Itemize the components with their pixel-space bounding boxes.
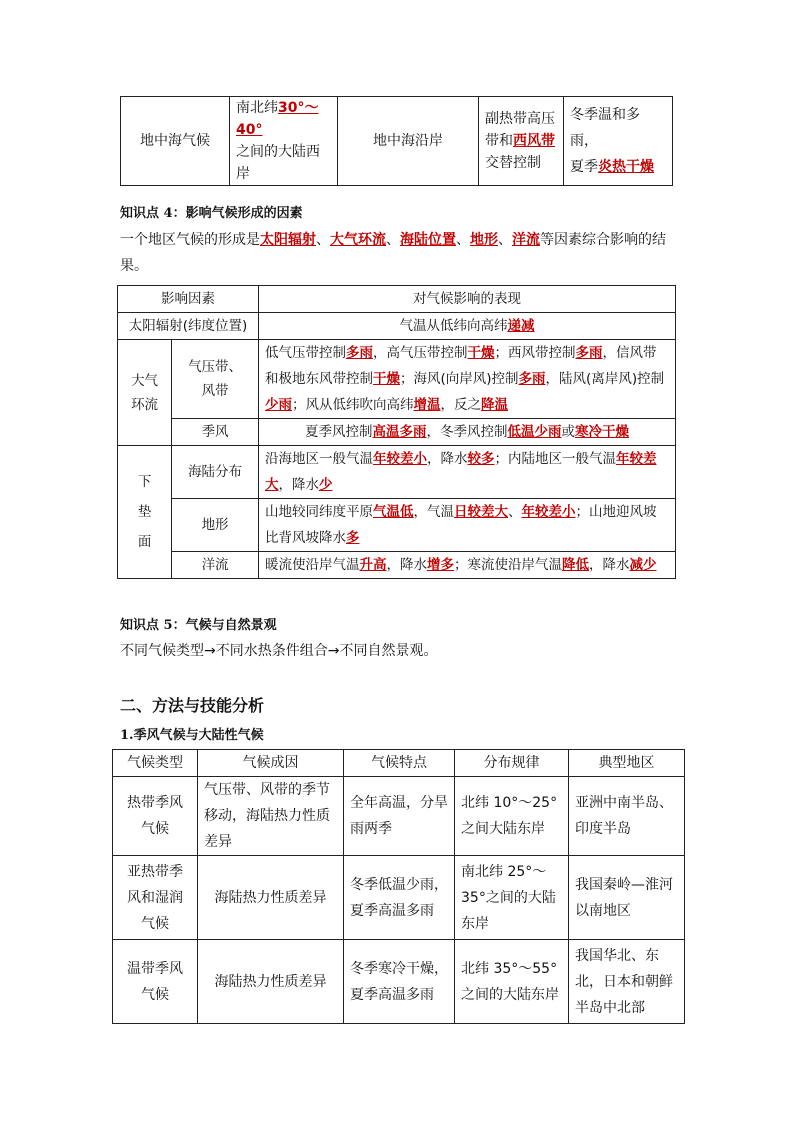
subfactor-text: 海陆分布 <box>188 464 243 480</box>
text: ，高气压带控制 <box>373 345 468 361</box>
text: 带和 <box>485 133 513 149</box>
cause-cell <box>479 97 564 186</box>
highlight-text: 气温低 <box>373 504 414 520</box>
header-text: 气候成因 <box>242 755 299 771</box>
table-row <box>113 940 685 1024</box>
highlight-text: 地形 <box>470 232 498 248</box>
region-text: 我国秦岭—淮河以南地区 <box>575 876 673 919</box>
text: 副热带高压 <box>485 111 555 127</box>
text: ；山地迎风坡比背风坡降水 <box>265 504 657 546</box>
highlight-text: 海陆位置 <box>400 232 456 248</box>
effect-cell <box>259 552 676 579</box>
type-text: 温带季风气候 <box>127 960 183 1003</box>
header-text: 典型地区 <box>598 755 655 771</box>
header-cell <box>118 286 259 313</box>
factor-cell <box>118 313 259 340</box>
region-text: 亚洲中南半岛、印度半岛 <box>575 795 673 837</box>
subfactor-cell <box>172 552 259 579</box>
highlight-text: 低温少雨 <box>507 424 562 440</box>
table-row <box>113 750 685 777</box>
monsoon-table <box>112 749 685 1024</box>
climate-name: 地中海气候 <box>140 133 210 149</box>
text: ，信风带和极地东风带控制 <box>265 345 657 387</box>
subfactor-cell <box>172 499 259 552</box>
header-cell <box>455 750 569 777</box>
subfactor-text: 洋流 <box>201 557 229 573</box>
text: 南北纬 <box>236 100 278 116</box>
subfactor-text: 地形 <box>201 517 229 533</box>
subfactor-cell <box>172 340 259 419</box>
type-text: 亚热带季风和湿润气候 <box>127 863 183 932</box>
type-text: 热带季风气候 <box>127 795 183 837</box>
header-cell <box>259 286 676 313</box>
dist-cell <box>455 856 569 940</box>
table-row <box>118 552 676 579</box>
text: ，降水 <box>278 477 319 493</box>
text: ；海风(向岸风)控制 <box>400 371 519 387</box>
kp5-paragraph: 不同气候类型→不同水热条件组合→不同自然景观。 <box>120 643 438 659</box>
highlight-text: 年较差小 <box>521 504 576 520</box>
feature-cell <box>344 940 455 1024</box>
region-cell <box>569 777 685 856</box>
text: 、 <box>508 504 522 520</box>
cause-text: 气压带、风带的季节移动，海陆热力性质差异 <box>204 782 330 850</box>
distribution-cell <box>230 97 338 186</box>
dist-cell <box>455 940 569 1024</box>
region-text: 我国华北、东北，日本和朝鲜半岛中北部 <box>575 947 673 1016</box>
highlight-text: 减少 <box>629 557 657 573</box>
dist-cell <box>455 777 569 856</box>
table-row <box>118 340 676 419</box>
text: 气温从低纬向高纬 <box>399 318 508 334</box>
section-heading: 二、方法与技能分析 <box>120 696 265 715</box>
text: 等因素综合影响的结果。 <box>120 232 666 274</box>
separator: 、 <box>316 232 330 248</box>
table-row <box>118 286 676 313</box>
text: ；风从低纬吹向高纬 <box>292 397 414 413</box>
cause-cell <box>198 777 344 856</box>
text: ，陆风(离岸风)控制 <box>545 371 665 387</box>
highlight-text: 日较差大 <box>454 504 508 520</box>
highlight-text: 多雨 <box>346 345 373 361</box>
highlight-text: 洋流 <box>512 232 540 248</box>
highlight-text: 高温多雨 <box>372 424 427 440</box>
factor-group-cell <box>118 446 172 579</box>
region-cell <box>569 856 685 940</box>
feature-cell <box>564 97 673 186</box>
cause-cell <box>198 940 344 1024</box>
table-row <box>121 97 673 186</box>
feature-text: 全年高温，分旱雨两季 <box>350 795 448 837</box>
table-row <box>118 446 676 499</box>
header-text: 影响因素 <box>161 291 215 307</box>
subfactor-cell <box>172 446 259 499</box>
text: 夏季 <box>570 159 598 175</box>
subfactor-text: 气压带、风带 <box>188 359 243 399</box>
highlight-text: 增多 <box>427 557 454 573</box>
effect-cell <box>259 340 676 419</box>
text: ，降水 <box>386 557 427 573</box>
landscape-cell <box>338 97 479 186</box>
section-subheading: 1.季风气候与大陆性气候 <box>120 728 264 743</box>
highlight-text: 30°～40° <box>236 100 319 138</box>
type-cell <box>113 777 198 856</box>
separator: 、 <box>456 232 470 248</box>
highlight-text: 少雨 <box>265 397 292 413</box>
highlight-text: 增温 <box>413 397 441 413</box>
text: 暖流使沿岸气温 <box>265 557 360 573</box>
highlight-text: 年较差小 <box>373 451 427 467</box>
cause-cell <box>198 856 344 940</box>
header-cell <box>113 750 198 777</box>
header-cell <box>344 750 455 777</box>
highlight-text: 多雨 <box>575 345 603 361</box>
landscape-text: 地中海沿岸 <box>373 133 443 149</box>
dist-text: 北纬 35°～55°之间的大陆东岸 <box>461 960 559 1003</box>
text: 沿海地区一般气温 <box>265 451 373 467</box>
separator: 、 <box>498 232 512 248</box>
text: 一个地区气候的形成是 <box>120 232 260 248</box>
text: ，降水 <box>427 451 468 467</box>
highlight-text: 降低 <box>562 557 589 573</box>
dist-text: 北纬 10°～25°之间大陆东岸 <box>461 795 558 837</box>
text: ；西风带控制 <box>494 345 576 361</box>
feature-cell <box>344 777 455 856</box>
header-cell <box>569 750 685 777</box>
table-row <box>113 856 685 940</box>
highlight-text: 降温 <box>481 397 508 413</box>
highlight-text: 年较差大 <box>265 451 657 493</box>
highlight-text: 多 <box>346 530 360 546</box>
highlight-text: 递减 <box>507 318 535 334</box>
text: ，降水 <box>589 557 630 573</box>
header-text: 气候特点 <box>371 755 427 771</box>
highlight-text: 寒冷干燥 <box>575 424 629 440</box>
effect-cell <box>259 446 676 499</box>
header-text: 分布规律 <box>483 755 540 771</box>
highlight-text: 炎热干燥 <box>598 159 654 175</box>
subfactor-text: 季风 <box>201 424 229 440</box>
text: 冬季温和多雨， <box>570 107 640 149</box>
table-row <box>118 499 676 552</box>
highlight-text: 干燥 <box>373 371 400 387</box>
header-text: 对气候影响的表现 <box>413 291 521 307</box>
highlight-text: 升高 <box>359 557 387 573</box>
climate-cell <box>121 97 230 186</box>
separator: 、 <box>386 232 400 248</box>
text: ；寒流使沿岸气温 <box>454 557 562 573</box>
factor-group-cell <box>118 340 172 446</box>
highlight-text: 大气环流 <box>330 232 386 248</box>
text: 夏季风控制 <box>305 424 373 440</box>
text: ，反之 <box>440 397 481 413</box>
highlight-text: 干燥 <box>467 345 495 361</box>
header-cell <box>198 750 344 777</box>
text: ；内陆地区一般气温 <box>494 451 616 467</box>
feature-text: 冬季寒冷干燥，夏季高温多雨 <box>350 960 448 1003</box>
highlight-text: 太阳辐射 <box>260 232 316 248</box>
factor-text: 太阳辐射(纬度位置) <box>128 318 248 334</box>
type-cell <box>113 940 198 1024</box>
header-text: 气候类型 <box>127 755 183 771</box>
text: 山地较同纬度平原 <box>265 504 373 520</box>
factor-group-text: 大气环流 <box>131 372 159 413</box>
feature-cell <box>344 856 455 940</box>
mediterranean-table <box>120 96 673 186</box>
text: 之间的大陆西岸 <box>236 144 320 182</box>
kp5-heading: 知识点 5：气候与自然景观 <box>120 618 277 633</box>
subfactor-cell <box>172 419 259 446</box>
region-cell <box>569 940 685 1024</box>
effect-cell <box>259 313 676 340</box>
effect-cell <box>259 419 676 446</box>
highlight-text: 多雨 <box>518 371 546 387</box>
text: 交替控制 <box>485 155 541 171</box>
cause-text: 海陆热力性质差异 <box>214 973 327 990</box>
highlight-text: 少 <box>319 477 333 493</box>
highlight-text: 西风带 <box>513 133 555 149</box>
text: ，气温 <box>413 504 454 520</box>
highlight-text: 较多 <box>467 451 495 467</box>
feature-text: 冬季低温少雨，夏季高温多雨 <box>350 876 448 919</box>
text: 或 <box>561 424 575 440</box>
table-row <box>118 419 676 446</box>
factor-group-text: 下垫面 <box>137 474 152 550</box>
text: 低气压带控制 <box>265 345 346 361</box>
table-row <box>118 313 676 340</box>
type-cell <box>113 856 198 940</box>
effect-cell <box>259 499 676 552</box>
cause-text: 海陆热力性质差异 <box>214 889 327 906</box>
kp4-heading: 知识点 4：影响气候形成的因素 <box>120 206 303 221</box>
text: ，冬季风控制 <box>426 424 508 440</box>
factor-table <box>117 285 676 579</box>
table-row <box>113 777 685 856</box>
kp4-paragraph <box>120 227 680 279</box>
dist-text: 南北纬 25°～35°之间的大陆东岸 <box>461 863 556 932</box>
